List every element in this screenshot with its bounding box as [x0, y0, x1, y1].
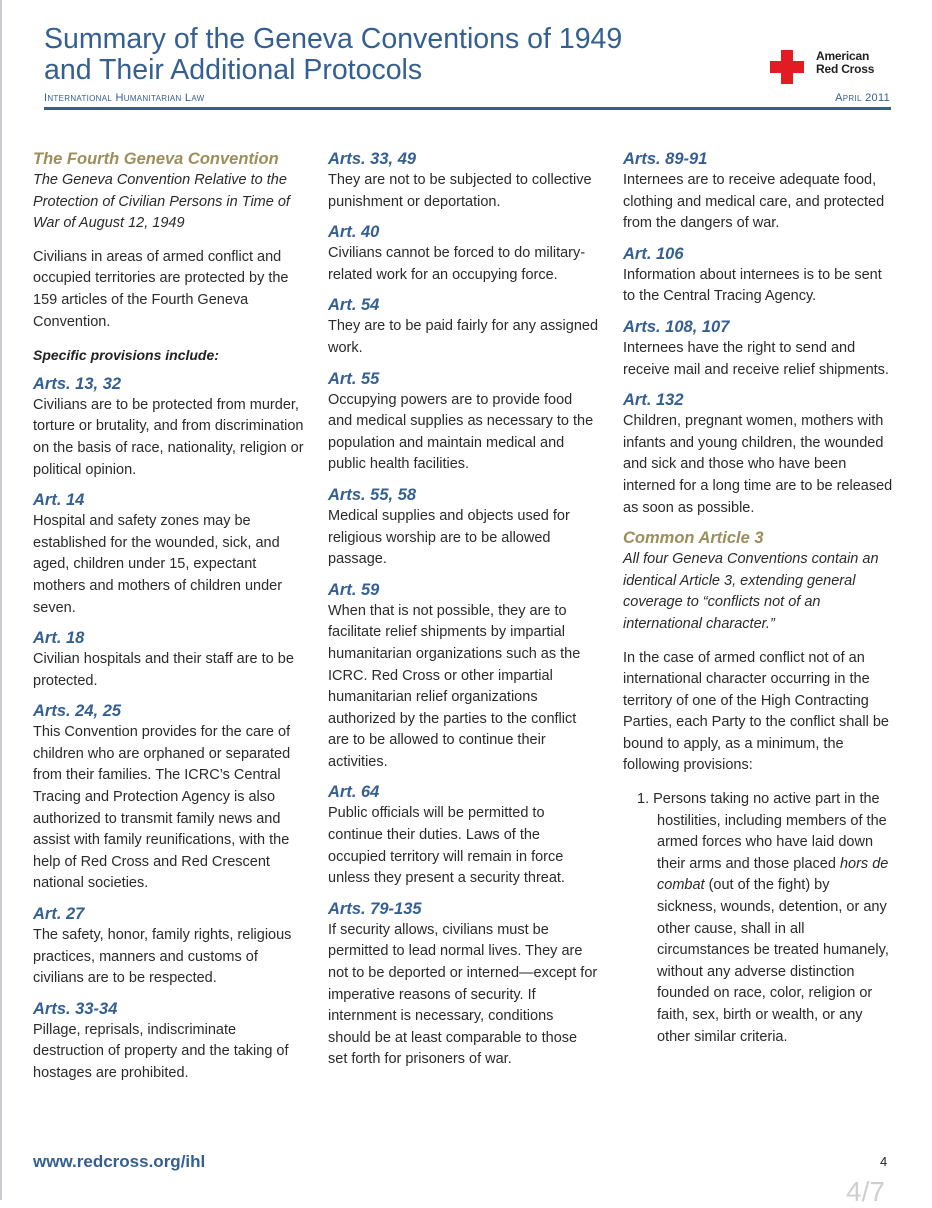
article-block	[33, 998, 308, 1085]
article-text: This Convention provides for the care of children who are orphaned or separated from their families. The ICRC’s Central Tracing and Protection Agency is also authorized to transmit family news and assist with family reunifications, with the help of Red Cross and Red Crescent national societies.	[33, 724, 291, 892]
article-block	[328, 148, 598, 213]
red-cross-icon	[770, 50, 804, 84]
article-text: Information about internees is to be sent to the Central Tracing Agency.	[623, 266, 882, 305]
section-paragraph: Civilians in areas of armed conflict and occupied territories are protected by the 159 articles of the Fourth Geneva Convention.	[33, 248, 289, 330]
article-title: Art. 64	[328, 783, 380, 802]
page-indicator: 4/7	[846, 1176, 885, 1207]
article-block	[33, 903, 308, 990]
article-block	[33, 373, 308, 481]
footer-url[interactable]: www.redcross.org/ihl	[33, 1152, 206, 1171]
article-text: Children, pregnant women, mothers with infants and young children, the wounded and sick and those who have been interned for a long time are to be released as soon as possible.	[623, 413, 893, 516]
article-text: They are not to be subjected to collective punishment or deportation.	[328, 172, 592, 210]
logo-line-1: American	[816, 49, 870, 63]
article-title: Arts. 55, 58	[328, 485, 417, 504]
section-title: The Fourth Geneva Convention	[33, 150, 279, 168]
article-block	[328, 221, 598, 286]
article-text: Hospital and safety zones may be established for the wounded, sick, and aged, children under 15, expectant mothers and mothers of children under seven.	[33, 513, 283, 616]
title-line-2: and Their Additional Protocols	[44, 54, 423, 86]
subtitle-row	[44, 92, 890, 104]
article-block	[328, 294, 598, 359]
list-item-text-after: (out of the fight) by sickness, wounds, detention, or any other cause, shall in all circumstances be treated humanely, without any adverse distinction founded on race, color, religion or faith, sex, birth or wealth, or any other similar criteria.	[657, 877, 889, 1045]
logo-line-2: Red Cross	[816, 61, 875, 76]
provision-list-item	[623, 789, 893, 1048]
document-title	[44, 24, 894, 86]
title-line-1: Summary of the Geneva Conventions of 1949	[44, 23, 623, 55]
article-title: Arts. 33-34	[33, 999, 118, 1018]
article-block	[328, 484, 598, 571]
article-title: Art. 54	[328, 296, 380, 315]
document-date: April 2011	[835, 92, 890, 104]
common-article-paragraph: In the case of armed conflict not of an international character occurring in the territory of one of the High Contracting Parties, each Party to the conflict shall be bound to apply, as a minimum, the following provisions:	[623, 649, 889, 774]
article-text: Internees are to receive adequate food, clothing and medical care, and protected from the dangers of war.	[623, 172, 885, 232]
article-title: Arts. 24, 25	[33, 702, 122, 721]
document-subtitle: International Humanitarian Law	[44, 92, 205, 104]
article-block	[33, 627, 308, 692]
page-edge	[0, 0, 2, 1200]
article-title: Arts. 13, 32	[33, 374, 122, 393]
article-text: Public officials will be permitted to continue their duties. Laws of the occupied territory will remain in force unless they present a security threat.	[328, 805, 565, 887]
article-title: Art. 18	[33, 629, 85, 648]
section-intro: The Geneva Convention Relative to the Protection of Civilian Persons in Time of War of August 12, 1949	[33, 172, 290, 232]
document-header	[44, 23, 894, 104]
article-title: Art. 55	[328, 369, 380, 388]
article-title: Arts. 108, 107	[623, 317, 730, 336]
article-text: Civilian hospitals and their staff are to be protected.	[33, 651, 294, 689]
column-1	[33, 148, 308, 1093]
article-text: If security allows, civilians must be permitted to lead normal lives. They are not to be deported or interned—except for imperative reasons of security. If internment is necessary, conditions should be at least comparable to those set forth for prisoners of war.	[328, 921, 598, 1068]
article-text: The safety, honor, family rights, religious practices, manners and customs of civilians are to be respected.	[33, 927, 292, 987]
column-2	[328, 148, 598, 1079]
list-item-text-before: Persons taking no active part in the hostilities, including members of the armed forces who have laid down their arms and those placed	[653, 791, 887, 872]
article-title: Art. 40	[328, 223, 380, 242]
column-3	[623, 148, 893, 1048]
common-article-3	[623, 527, 893, 1048]
article-title: Art. 132	[623, 391, 684, 410]
article-title: Art. 59	[328, 580, 380, 599]
article-title: Arts. 33, 49	[328, 150, 417, 168]
provisions-label: Specific provisions include:	[33, 347, 219, 364]
article-title: Art. 27	[33, 905, 85, 924]
article-block	[328, 368, 598, 476]
article-title: Arts. 79-135	[328, 899, 422, 918]
common-article-intro: All four Geneva Conventions contain an identical Article 3, extending general coverage to “conflicts not of an international character.”	[623, 551, 879, 632]
page-number: 4	[880, 1154, 888, 1169]
common-article-title: Common Article 3	[623, 529, 764, 548]
american-red-cross-logo	[770, 48, 910, 84]
article-text: Civilians are to be protected from murder, torture or brutality, and from discrimination on the basis of race, nationality, religion or political opinion.	[33, 396, 304, 478]
article-title: Arts. 89-91	[623, 150, 708, 168]
list-item-number: 1.	[637, 791, 650, 808]
article-block	[623, 316, 893, 381]
article-block	[623, 243, 893, 308]
article-text: Medical supplies and objects used for religious worship are to be allowed passage.	[328, 507, 570, 568]
article-block	[623, 389, 893, 519]
header-divider	[44, 107, 891, 110]
article-text: Internees have the right to send and receive mail and receive relief shipments.	[623, 339, 889, 378]
article-text: Occupying powers are to provide food and medical supplies as necessary to the population and maintain medical and public health facilities.	[328, 391, 594, 473]
list-item-italic: hors de combat	[657, 855, 889, 894]
article-text: They are to be paid fairly for any assigned work.	[328, 318, 599, 356]
article-block	[623, 148, 893, 235]
article-block	[328, 781, 598, 889]
article-title: Art. 106	[623, 244, 684, 263]
article-block	[33, 700, 308, 895]
article-title: Art. 14	[33, 491, 85, 510]
article-block	[328, 898, 598, 1071]
article-block	[328, 579, 598, 774]
article-text: When that is not possible, they are to facilitate relief shipments by impartial humanitarian organizations such as the ICRC. Red Cross or other impartial humanitarian relief organizations authorized by the parties to the conflict are to be allowed to continue their activities.	[328, 602, 581, 770]
article-block	[33, 489, 308, 619]
article-text: Civilians cannot be forced to do military-related work for an occupying force.	[328, 245, 586, 283]
logo-wordmark	[816, 50, 874, 75]
article-text: Pillage, reprisals, indiscriminate destruction of property and the taking of hostages are prohibited.	[33, 1021, 289, 1081]
